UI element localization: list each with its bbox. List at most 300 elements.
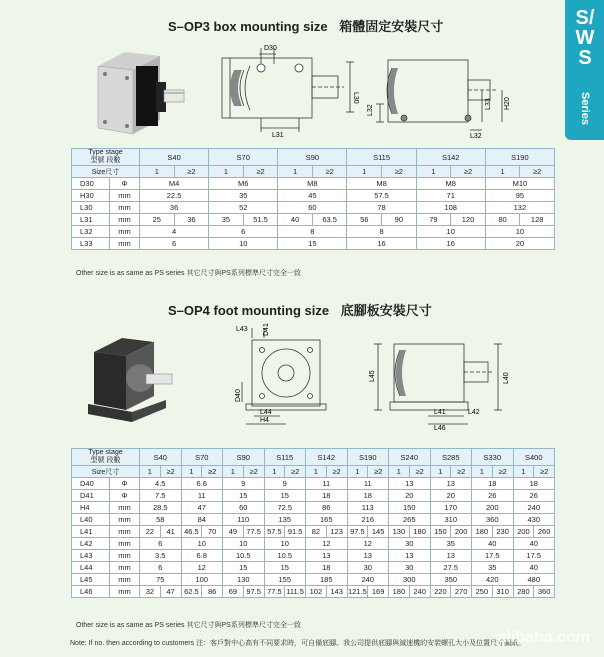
table-cell: 6 (140, 538, 182, 550)
stage-1-header: 1 (347, 166, 382, 178)
row-label: L43 (72, 550, 110, 562)
dim-l43-label: L43 (236, 326, 248, 333)
table-cell: 77.5 (264, 586, 285, 598)
table-cell: 10 (209, 238, 278, 250)
table-cell: 6.8 (181, 550, 223, 562)
table-cell: 145 (368, 526, 389, 538)
op3-gearbox-image (80, 42, 190, 142)
table-cell: 35 (472, 562, 514, 574)
table-cell: 25 (140, 214, 175, 226)
table-header-models (72, 149, 555, 166)
stage-2-header: ≥2 (160, 466, 181, 478)
op4-note: Other size is as same as PS series 其它尺寸與PS系列標準尺寸完全一致 (76, 622, 301, 629)
table-cell: 71 (416, 190, 485, 202)
table-cell: 18 (306, 562, 348, 574)
table-cell: M4 (140, 178, 209, 190)
stage-1-header: 1 (472, 466, 493, 478)
table-cell: 216 (347, 514, 389, 526)
dim-d41-label: D41 (263, 323, 270, 336)
series-tab (565, 0, 604, 140)
table-cell: 20 (389, 490, 431, 502)
table-cell: M10 (485, 178, 554, 190)
table-cell: 22 (140, 526, 161, 538)
op4-drawing-side (368, 330, 516, 430)
table-cell: 40 (472, 538, 514, 550)
table-cell: 30 (347, 562, 389, 574)
model-header: S142 (416, 149, 485, 166)
footnote: Note: If no. then according to customers 注：客戶對中心高有不同要求時，可自備底腳。我公司提供底腳與減速機的安裝螺孔大小及位置尺寸圖紙。 (70, 640, 526, 647)
table-cell: 11 (306, 478, 348, 490)
dim-l30-label: L30 (352, 92, 359, 104)
table-cell: 108 (416, 202, 485, 214)
table-cell: 3.5 (140, 550, 182, 562)
row-label: L31 (72, 214, 110, 226)
table-cell: 13 (430, 550, 472, 562)
table-header-stages (72, 166, 555, 178)
model-header: S240 (389, 449, 431, 466)
op4-drawing-front (232, 322, 342, 427)
stage-2-header: ≥2 (534, 466, 555, 478)
row-label: L41 (72, 526, 110, 538)
stage-1-header: 1 (306, 466, 327, 478)
table-cell: 15 (264, 490, 306, 502)
type-stage-cn: 型號 段數 (90, 457, 121, 464)
op4-title (168, 300, 432, 319)
table-cell: 97.5 (243, 586, 264, 598)
table-cell: 56 (347, 214, 382, 226)
table-cell: 185 (306, 574, 348, 586)
table-cell: 10.5 (264, 550, 306, 562)
table-cell: 150 (430, 526, 451, 538)
dim-l41-label: L41 (434, 409, 446, 416)
type-stage-cn: 型號 段數 (90, 157, 121, 164)
table-cell: 200 (451, 526, 472, 538)
stage-1-header: 1 (181, 466, 202, 478)
table-cell: 40 (513, 538, 555, 550)
stage-1-header: 1 (485, 166, 520, 178)
table-cell: 180 (409, 526, 430, 538)
stage-1-header: 1 (264, 466, 285, 478)
table-cell: 12 (306, 538, 348, 550)
table-cell: 35 (209, 214, 244, 226)
table-cell: 86 (202, 586, 223, 598)
table-cell: 111.5 (286, 587, 304, 596)
table-row (72, 226, 555, 238)
stage-1-header: 1 (223, 466, 244, 478)
size-label: Size尺寸 (72, 466, 140, 478)
table-cell: 9 (264, 478, 306, 490)
stage-2-header: ≥2 (243, 466, 264, 478)
table-cell: 69 (223, 586, 244, 598)
table-cell: 45 (278, 190, 347, 202)
stage-1-header: 1 (347, 466, 368, 478)
table-cell: 150 (389, 502, 431, 514)
table-header-stages (72, 466, 555, 478)
row-label: H4 (72, 502, 110, 514)
table-row (72, 214, 555, 226)
table-row (72, 202, 555, 214)
table-cell: 260 (534, 526, 555, 538)
dim-h20-label: H20 (504, 97, 511, 110)
table-cell: 220 (430, 586, 451, 598)
table-cell: 12 (347, 538, 389, 550)
stage-2-header: ≥2 (409, 466, 430, 478)
table-cell: 430 (513, 514, 555, 526)
table-cell: 30 (389, 562, 431, 574)
row-label: L32 (72, 226, 110, 238)
table-cell: 8 (347, 226, 416, 238)
model-header: S70 (181, 449, 223, 466)
table-cell: 6 (140, 562, 182, 574)
table-cell: 10 (485, 226, 554, 238)
op4-gearbox-image (80, 330, 190, 425)
table-cell: 120 (451, 214, 486, 226)
row-unit: mm (110, 226, 140, 238)
table-row (72, 526, 555, 538)
row-label: L44 (72, 562, 110, 574)
table-cell: 360 (472, 514, 514, 526)
table-cell: 16 (347, 238, 416, 250)
table-cell: 15 (223, 562, 265, 574)
table-cell: 13 (389, 550, 431, 562)
row-unit: mm (110, 502, 140, 514)
table-cell: 180 (472, 526, 493, 538)
row-label: L45 (72, 574, 110, 586)
table-cell: 79 (416, 214, 451, 226)
table-cell: 480 (513, 574, 555, 586)
table-cell: 4 (140, 226, 209, 238)
table-cell: 10 (181, 538, 223, 550)
table-cell: 20 (485, 238, 554, 250)
table-cell: 97.5 (347, 526, 368, 538)
row-label: D40 (72, 478, 110, 490)
table-cell: 6 (140, 238, 209, 250)
model-header: S115 (264, 449, 306, 466)
row-label: L40 (72, 514, 110, 526)
stage-1-header: 1 (278, 166, 313, 178)
table-cell: 240 (513, 502, 555, 514)
row-unit: mm (110, 202, 140, 214)
table-row (72, 550, 555, 562)
table-cell: 280 (513, 586, 534, 598)
table-cell: 28.5 (140, 502, 182, 514)
stage-1-header: 1 (140, 166, 175, 178)
table-cell: 52 (209, 202, 278, 214)
row-unit: mm (110, 562, 140, 574)
table-cell: 22.5 (140, 190, 209, 202)
row-label: L33 (72, 238, 110, 250)
op3-drawing-side (214, 40, 364, 140)
type-stage-label (72, 149, 140, 166)
dim-l31-label: L31 (272, 132, 284, 139)
table-cell: 91.5 (285, 526, 306, 538)
table-cell: 360 (534, 586, 555, 598)
table-row (72, 502, 555, 514)
table-cell: 10.5 (223, 550, 265, 562)
table-cell: 310 (430, 514, 472, 526)
table-cell: 132 (485, 202, 554, 214)
op3-title (168, 16, 443, 35)
row-unit: Φ (110, 478, 140, 490)
stage-1-header: 1 (513, 466, 534, 478)
table-cell: 113 (347, 502, 389, 514)
table-cell: 12 (181, 562, 223, 574)
table-cell: 15 (264, 562, 306, 574)
table-cell: 80 (485, 214, 520, 226)
table-cell: 18 (306, 490, 348, 502)
stage-2-header: ≥2 (285, 466, 306, 478)
table-cell: M8 (416, 178, 485, 190)
stage-2-header: ≥2 (520, 166, 555, 178)
table-cell: 35 (209, 190, 278, 202)
table-cell: 10 (264, 538, 306, 550)
model-header: S90 (223, 449, 265, 466)
stage-1-header: 1 (140, 466, 161, 478)
op3-title-cn: 箱體固定安裝尺寸 (339, 19, 444, 34)
table-cell: 30 (389, 538, 431, 550)
table-cell: 13 (347, 550, 389, 562)
table-cell: 18 (472, 478, 514, 490)
table-cell: 230 (492, 526, 513, 538)
table-cell: 310 (492, 586, 513, 598)
dim-l33-label: L33 (485, 98, 492, 110)
table-cell: 350 (430, 574, 472, 586)
dim-l40-label: L40 (503, 372, 510, 384)
row-unit: mm (110, 214, 140, 226)
stage-2-header: ≥2 (243, 166, 278, 178)
table-cell: 4.5 (140, 478, 182, 490)
row-unit: mm (110, 550, 140, 562)
table-cell: 20 (430, 490, 472, 502)
table-cell: 77.5 (243, 526, 264, 538)
row-unit: mm (110, 586, 140, 598)
table-cell: 123 (326, 526, 347, 538)
table-cell: 10 (223, 538, 265, 550)
op3-spec-table (71, 148, 555, 250)
table-cell: 13 (430, 478, 472, 490)
op4-title-en: S–OP4 foot mounting size (168, 303, 330, 318)
row-label: D41 (72, 490, 110, 502)
series-tab-label: Series (579, 92, 591, 126)
row-unit: Φ (110, 490, 140, 502)
table-cell: 57.5 (347, 190, 416, 202)
model-header: S190 (347, 449, 389, 466)
table-row (72, 478, 555, 490)
table-cell: 26 (513, 490, 555, 502)
stage-2-header: ≥2 (492, 466, 513, 478)
dim-h4-label: H4 (260, 417, 269, 424)
table-cell: 128 (520, 214, 555, 226)
table-cell: 270 (451, 586, 472, 598)
table-cell: 9 (223, 478, 265, 490)
stage-2-header: ≥2 (451, 166, 486, 178)
table-cell: 6 (209, 226, 278, 238)
model-header: S115 (347, 149, 416, 166)
stage-2-header: ≥2 (368, 466, 389, 478)
table-cell: 40 (278, 214, 313, 226)
table-row (72, 190, 555, 202)
table-cell: 200 (472, 502, 514, 514)
row-unit: mm (110, 538, 140, 550)
dim-l32-label-left: L32 (367, 104, 374, 116)
table-cell: 72.5 (264, 502, 306, 514)
table-cell: 32 (140, 586, 161, 598)
row-label: H30 (72, 190, 110, 202)
table-cell: 200 (513, 526, 534, 538)
table-cell: 58 (140, 514, 182, 526)
model-header: S190 (485, 149, 554, 166)
table-cell: M8 (278, 178, 347, 190)
table-cell: 63.5 (312, 214, 347, 226)
table-cell: 420 (472, 574, 514, 586)
row-unit: mm (110, 514, 140, 526)
table-row (72, 514, 555, 526)
stage-2-header: ≥2 (382, 166, 417, 178)
dim-d30-label: D30 (264, 45, 277, 52)
dim-l45-label: L45 (369, 370, 376, 382)
table-cell: 75 (140, 574, 182, 586)
table-cell: 95 (485, 190, 554, 202)
stage-2-header: ≥2 (312, 166, 347, 178)
row-label: L46 (72, 586, 110, 598)
table-cell: 240 (409, 586, 430, 598)
stage-1-header: 1 (430, 466, 451, 478)
dim-l32-label-bottom: L32 (470, 133, 482, 140)
table-cell: 240 (347, 574, 389, 586)
table-row (72, 490, 555, 502)
table-cell: 18 (347, 490, 389, 502)
table-cell: 170 (430, 502, 472, 514)
row-label: D30 (72, 178, 110, 190)
table-cell: 86 (306, 502, 348, 514)
dim-l46-label: L46 (434, 425, 446, 430)
table-cell: 10 (416, 226, 485, 238)
stage-2-header: ≥2 (202, 466, 223, 478)
table-cell: 47 (181, 502, 223, 514)
table-cell: 49 (223, 526, 244, 538)
stage-2-header: ≥2 (174, 166, 209, 178)
model-header: S40 (140, 449, 182, 466)
model-header: S400 (513, 449, 555, 466)
stage-1-header: 1 (416, 166, 451, 178)
row-unit: mm (110, 190, 140, 202)
table-cell: M6 (209, 178, 278, 190)
table-cell: 17.5 (513, 550, 555, 562)
table-cell: 300 (389, 574, 431, 586)
model-header: S285 (430, 449, 472, 466)
table-cell: 41 (160, 526, 181, 538)
table-cell: 6.6 (181, 478, 223, 490)
table-row (72, 538, 555, 550)
row-unit: mm (110, 574, 140, 586)
table-cell: 46.5 (181, 526, 202, 538)
table-cell: 143 (326, 586, 347, 598)
stage-1-header: 1 (209, 166, 244, 178)
table-cell: 15 (278, 238, 347, 250)
table-row (72, 586, 555, 598)
type-stage-en: Type stage (88, 149, 123, 156)
series-tab-code: S/WS (575, 7, 595, 69)
table-cell: 11 (181, 490, 223, 502)
table-cell: 84 (181, 514, 223, 526)
table-header-models (72, 449, 555, 466)
table-cell: 36 (174, 214, 209, 226)
table-cell: 130 (389, 526, 410, 538)
table-cell: 11 (347, 478, 389, 490)
op4-title-cn: 底腳板安裝尺寸 (340, 303, 432, 318)
row-label: L30 (72, 202, 110, 214)
row-label: L42 (72, 538, 110, 550)
table-cell: 36 (140, 202, 209, 214)
table-cell: 102 (306, 586, 327, 598)
table-cell: 250 (472, 586, 493, 598)
table-cell: 62.5 (181, 586, 202, 598)
table-cell: 165 (306, 514, 348, 526)
table-cell: 70 (202, 526, 223, 538)
op4-spec-table (71, 448, 555, 598)
table-cell: 60 (223, 502, 265, 514)
op3-title-en: S–OP3 box mounting size (168, 19, 328, 34)
table-row (72, 562, 555, 574)
type-stage-label (72, 449, 140, 466)
table-row (72, 574, 555, 586)
table-cell: 27.5 (430, 562, 472, 574)
stage-2-header: ≥2 (326, 466, 347, 478)
op3-note: Other size is as same as PS series 其它尺寸與PS系列標準尺寸完全一致 (76, 270, 301, 277)
table-cell: 47 (160, 586, 181, 598)
table-row (72, 238, 555, 250)
model-header: S142 (306, 449, 348, 466)
row-unit: mm (110, 526, 140, 538)
dim-l42-label: L42 (468, 409, 480, 416)
model-header: S70 (209, 149, 278, 166)
table-row (72, 178, 555, 190)
table-cell: 7.5 (140, 490, 182, 502)
table-cell: 16 (416, 238, 485, 250)
table-cell: 180 (389, 586, 410, 598)
table-cell: M8 (347, 178, 416, 190)
watermark: alibaba.com (497, 629, 590, 646)
dim-l44-label: L44 (260, 409, 272, 416)
op3-drawing-front (366, 52, 516, 144)
table-cell: 100 (181, 574, 223, 586)
table-cell: 110 (223, 514, 265, 526)
stage-2-header: ≥2 (451, 466, 472, 478)
table-cell: 169 (368, 586, 389, 598)
table-cell: 8 (278, 226, 347, 238)
table-cell: 40 (513, 562, 555, 574)
table-cell: 51.5 (243, 214, 278, 226)
table-cell: 13 (306, 550, 348, 562)
table-cell: 78 (347, 202, 416, 214)
stage-1-header: 1 (389, 466, 410, 478)
table-cell: 90 (382, 214, 417, 226)
dim-d40-label: D40 (235, 389, 242, 402)
table-cell: 57.5 (264, 526, 285, 538)
table-cell: 265 (389, 514, 431, 526)
table-cell: 13 (389, 478, 431, 490)
table-cell: 18 (513, 478, 555, 490)
table-cell: 26 (472, 490, 514, 502)
table-cell: 121.5 (347, 587, 367, 596)
model-header: S40 (140, 149, 209, 166)
row-unit: Φ (110, 178, 140, 190)
table-cell: 130 (223, 574, 265, 586)
model-header: S330 (472, 449, 514, 466)
size-label: Size尺寸 (72, 166, 140, 178)
table-cell: 135 (264, 514, 306, 526)
table-cell: 17.5 (472, 550, 514, 562)
